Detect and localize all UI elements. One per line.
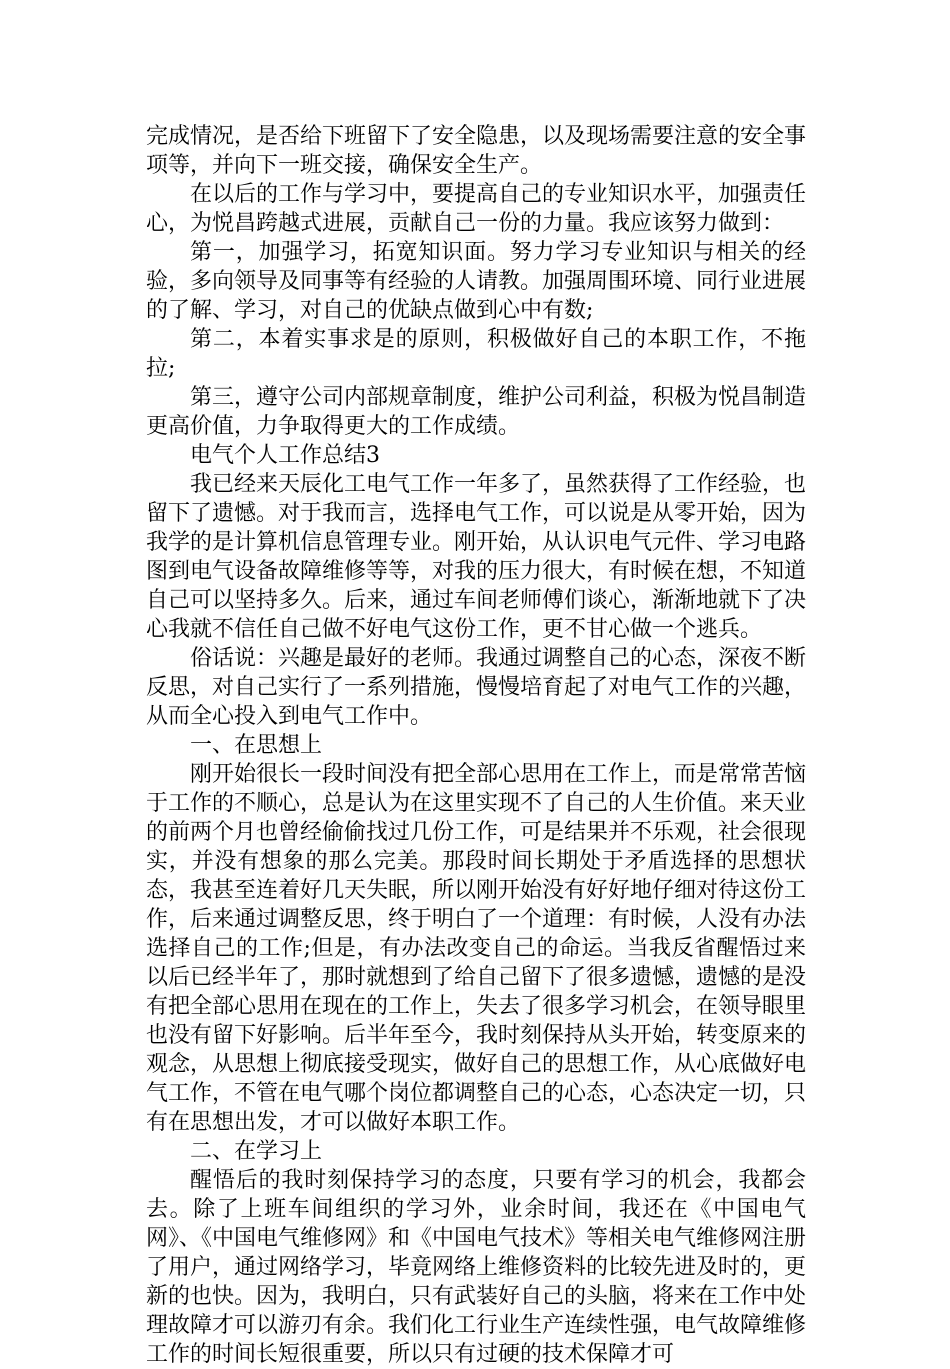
paragraph-safety-handover: 完成情况，是否给下班留下了安全隐患，以及现场需要注意的安全事项等，并向下一班交接，确保安全生产。: [146, 124, 807, 178]
section-heading-thinking: 一、在思想上: [190, 733, 323, 758]
paragraph-point-two: 第二，本着实事求是的原则，积极做好自己的本职工作，不拖拉;: [146, 327, 806, 381]
paragraph-point-three: 第三，遵守公司内部规章制度，维护公司利益，积极为悦昌制造更高价值，力争取得更大的工作成绩。: [146, 385, 807, 439]
paragraph-future-goals: 在以后的工作与学习中，要提高自己的专业知识水平，加强责任心，为悦昌跨越式进展，贡献自己一份的力量。我应该努力做到：: [146, 182, 807, 236]
paragraph-learning: 醒悟后的我时刻保持学习的态度，只要有学习的机会，我都会去。除了上班车间组织的学习外，业余时间，我还在《中国电气网》、《中国电气维修网》和《中国电气技术》等相关电气维修网注册了用户，通过网络学习，毕竟网络上维修资料的比较先进及时的，更新的也快。因为，我明白，只有武装好自己的头脑，将来在工作中处理故障才可以游刃有余。我们化工行业生产连续性强，电气故障维修工作的时间长短很重要，所以只有过硬的技术保障才可: [146, 1168, 807, 1367]
paragraph-thinking: 刚开始很长一段时间没有把全部心思用在工作上，而是常常苦恼于工作的不顺心，总是认为在这里实现不了自己的人生价值。来天业的前两个月也曾经偷偷找过几份工作，可是结果并不乐观，社会很现实，并没有想象的那么完美。那段时间长期处于矛盾选择的思想状态，我甚至连着好几天失眠，所以刚开始没有好好地仔细对待这份工作，后来通过调整反思，终于明白了一个道理：有时候，人没有办法选择自己的工作;但是，有办法改变自己的命运。当我反省醒悟过来以后已经半年了，那时就想到了给自己留下了很多遗憾，遗憾的是没有把全部心思用在现在的工作上，失去了很多学习机会，在领导眼里也没有留下好影响。后半年至今，我时刻保持从头开始，转变原来的观念，从思想上彻底接受现实，做好自己的思想工作，从心底做好电气工作，不管在电气哪个岗位都调整自己的心态，心态决定一切，只有在思想出发，才可以做好本职工作。: [146, 762, 807, 1135]
paragraph-point-one: 第一，加强学习，拓宽知识面。努力学习专业知识与相关的经验，多向领导及同事等有经验的人请教。加强周围环境、同行业进展的了解、学习，对自己的优缺点做到心中有数;: [146, 240, 807, 323]
section-heading-learning: 二、在学习上: [190, 1139, 323, 1164]
paragraph-intro-experience: 我已经来天辰化工电气工作一年多了，虽然获得了工作经验，也留下了遗憾。对于我而言，选择电气工作，可以说是从零开始，因为我学的是计算机信息管理专业。刚开始，从认识电气元件、学习电路图到电气设备故障维修等等，对我的压力很大，有时候在想，不知道自己可以坚持多久。后来，通过车间老师傅们谈心，渐渐地就下了决心我就不信任自己做不好电气这份工作，更不甘心做一个逃兵。: [146, 472, 807, 642]
document-body: [146, 122, 806, 1369]
section-heading-summary-3: 电气个人工作总结3: [190, 443, 380, 468]
paragraph-interest: 俗话说：兴趣是最好的老师。我通过调整自己的心态，深夜不断反思，对自己实行了一系列措施，慢慢培育起了对电气工作的兴趣，从而全心投入到电气工作中。: [146, 646, 807, 729]
